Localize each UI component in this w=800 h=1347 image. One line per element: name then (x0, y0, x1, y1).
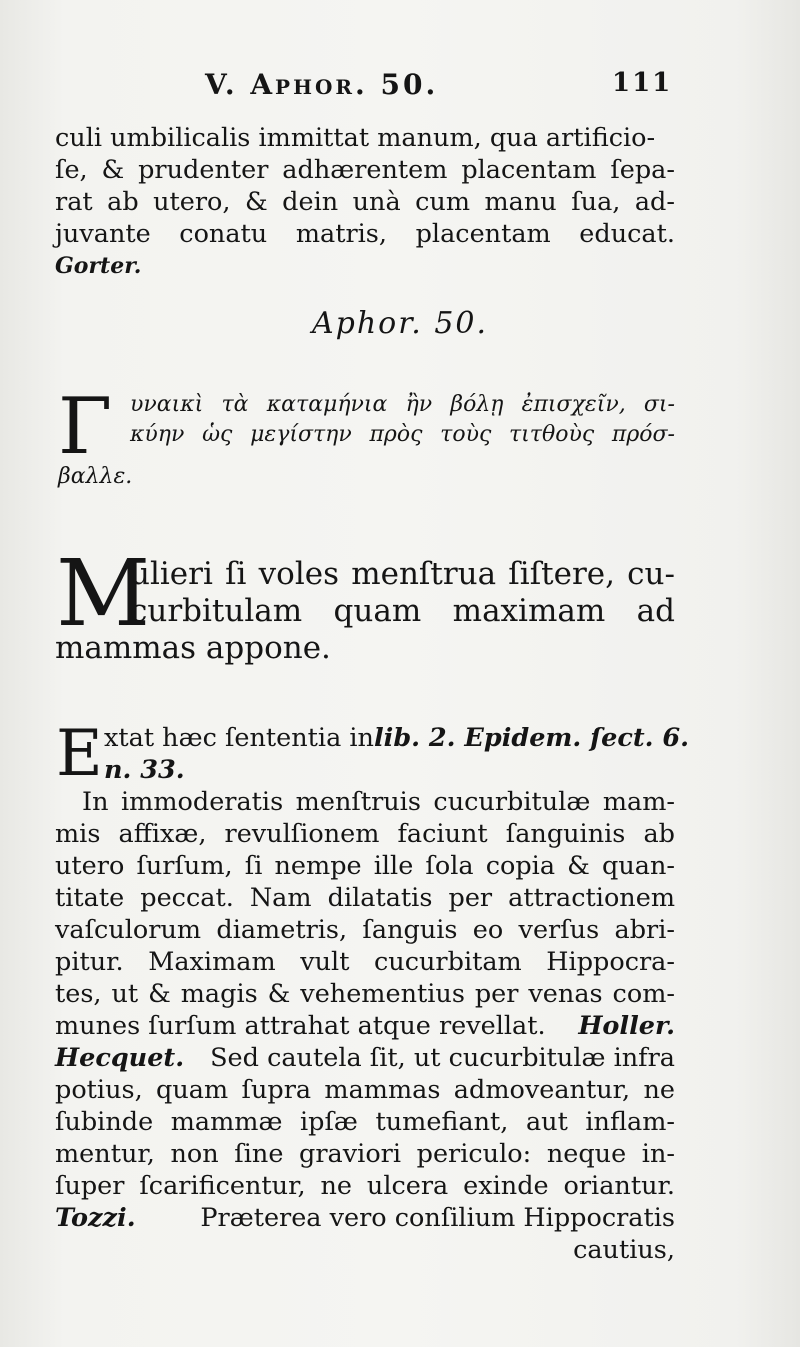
commentary-line: mis affixæ, revulſionem faciunt ſanguinis ab (55, 819, 675, 849)
page-number: 111 (612, 68, 673, 98)
latin-dropcap: M (56, 540, 151, 647)
header-title: V. Aphor. 50. (205, 68, 439, 101)
commentary-line: potius, quam ſupra mammas admoveantur, ne (55, 1075, 675, 1105)
commentary-line: Hecquet. Sed cautela ſit, ut cucurbitulæ infra (55, 1043, 675, 1073)
author-citation: Hecquet. (55, 1043, 185, 1073)
commentary-line: munes ſurſum attrahat atque revellat. Holler. (55, 1011, 675, 1041)
greek-line: υναικὶ τὰ καταμήνια ἢν βόλῃ ἐπισχεῖν, σι- (130, 392, 675, 417)
commentary-dropcap: E (56, 717, 103, 791)
text-line: juvante conatu matris, placentam educat. (55, 219, 675, 249)
commentary-line: utero ſurſum, ſi nempe ille ſola copia & quan- (55, 851, 675, 881)
aphorism-line: curbitulam quam maximam ad (130, 593, 675, 629)
aphorism-heading: Aphor. 50. (311, 306, 489, 341)
author-citation: Holler. (578, 1011, 675, 1041)
greek-line: βαλλε. (58, 464, 133, 489)
commentary-line: In immoderatis menſtruis cucurbitulæ mam- (82, 787, 675, 817)
aphorism-line: ulieri ſi voles menſtrua ſiſtere, cu- (130, 556, 675, 592)
commentary-line: vaſculorum diametris, ſanguis eo verſus abri- (55, 915, 675, 945)
catchword: cautius, (573, 1235, 675, 1265)
commentary-line: Tozzi. Præterea vero conſilium Hippocratis (55, 1203, 675, 1233)
paragraph-continued (55, 122, 675, 282)
commentary-line: titate peccat. Nam dilatatis per attractionem (55, 883, 675, 913)
greek-dropcap: Γ (58, 382, 113, 472)
commentary-line: ſuper ſcarificentur, ne ulcera exinde oriantur. (55, 1171, 675, 1201)
commentary-line: n. 33. (104, 755, 185, 785)
author-citation: Gorter. (55, 253, 142, 279)
running-header (0, 68, 800, 104)
commentary-line: ſubinde mammæ ipſæ tumefiant, aut inflam- (55, 1107, 675, 1137)
text-line: rat ab utero, & dein unà cum manu ſua, ad- (55, 187, 675, 217)
commentary-line: xtat hæc ſententia in lib. 2. Epidem. ſect. 6. (104, 723, 690, 753)
text-line: culi umbilicalis immittat manum, qua artificio- (55, 123, 656, 153)
greek-line: κύην ὡς μεγίστην πρὸς τοὺς τιτθοὺς πρόσ- (130, 422, 675, 447)
text-line: ſe, & prudenter adhærentem placentam ſepa- (55, 155, 675, 185)
aphorism-line: mammas appone. (55, 630, 331, 666)
commentary-line: pitur. Maximam vult cucurbitam Hippocra- (55, 947, 675, 977)
commentary-line: tes, ut & magis & vehementius per venas com- (55, 979, 675, 1009)
commentary-line: mentur, non ſine graviori periculo: neque in- (55, 1139, 675, 1169)
author-citation: Tozzi. (55, 1203, 136, 1233)
